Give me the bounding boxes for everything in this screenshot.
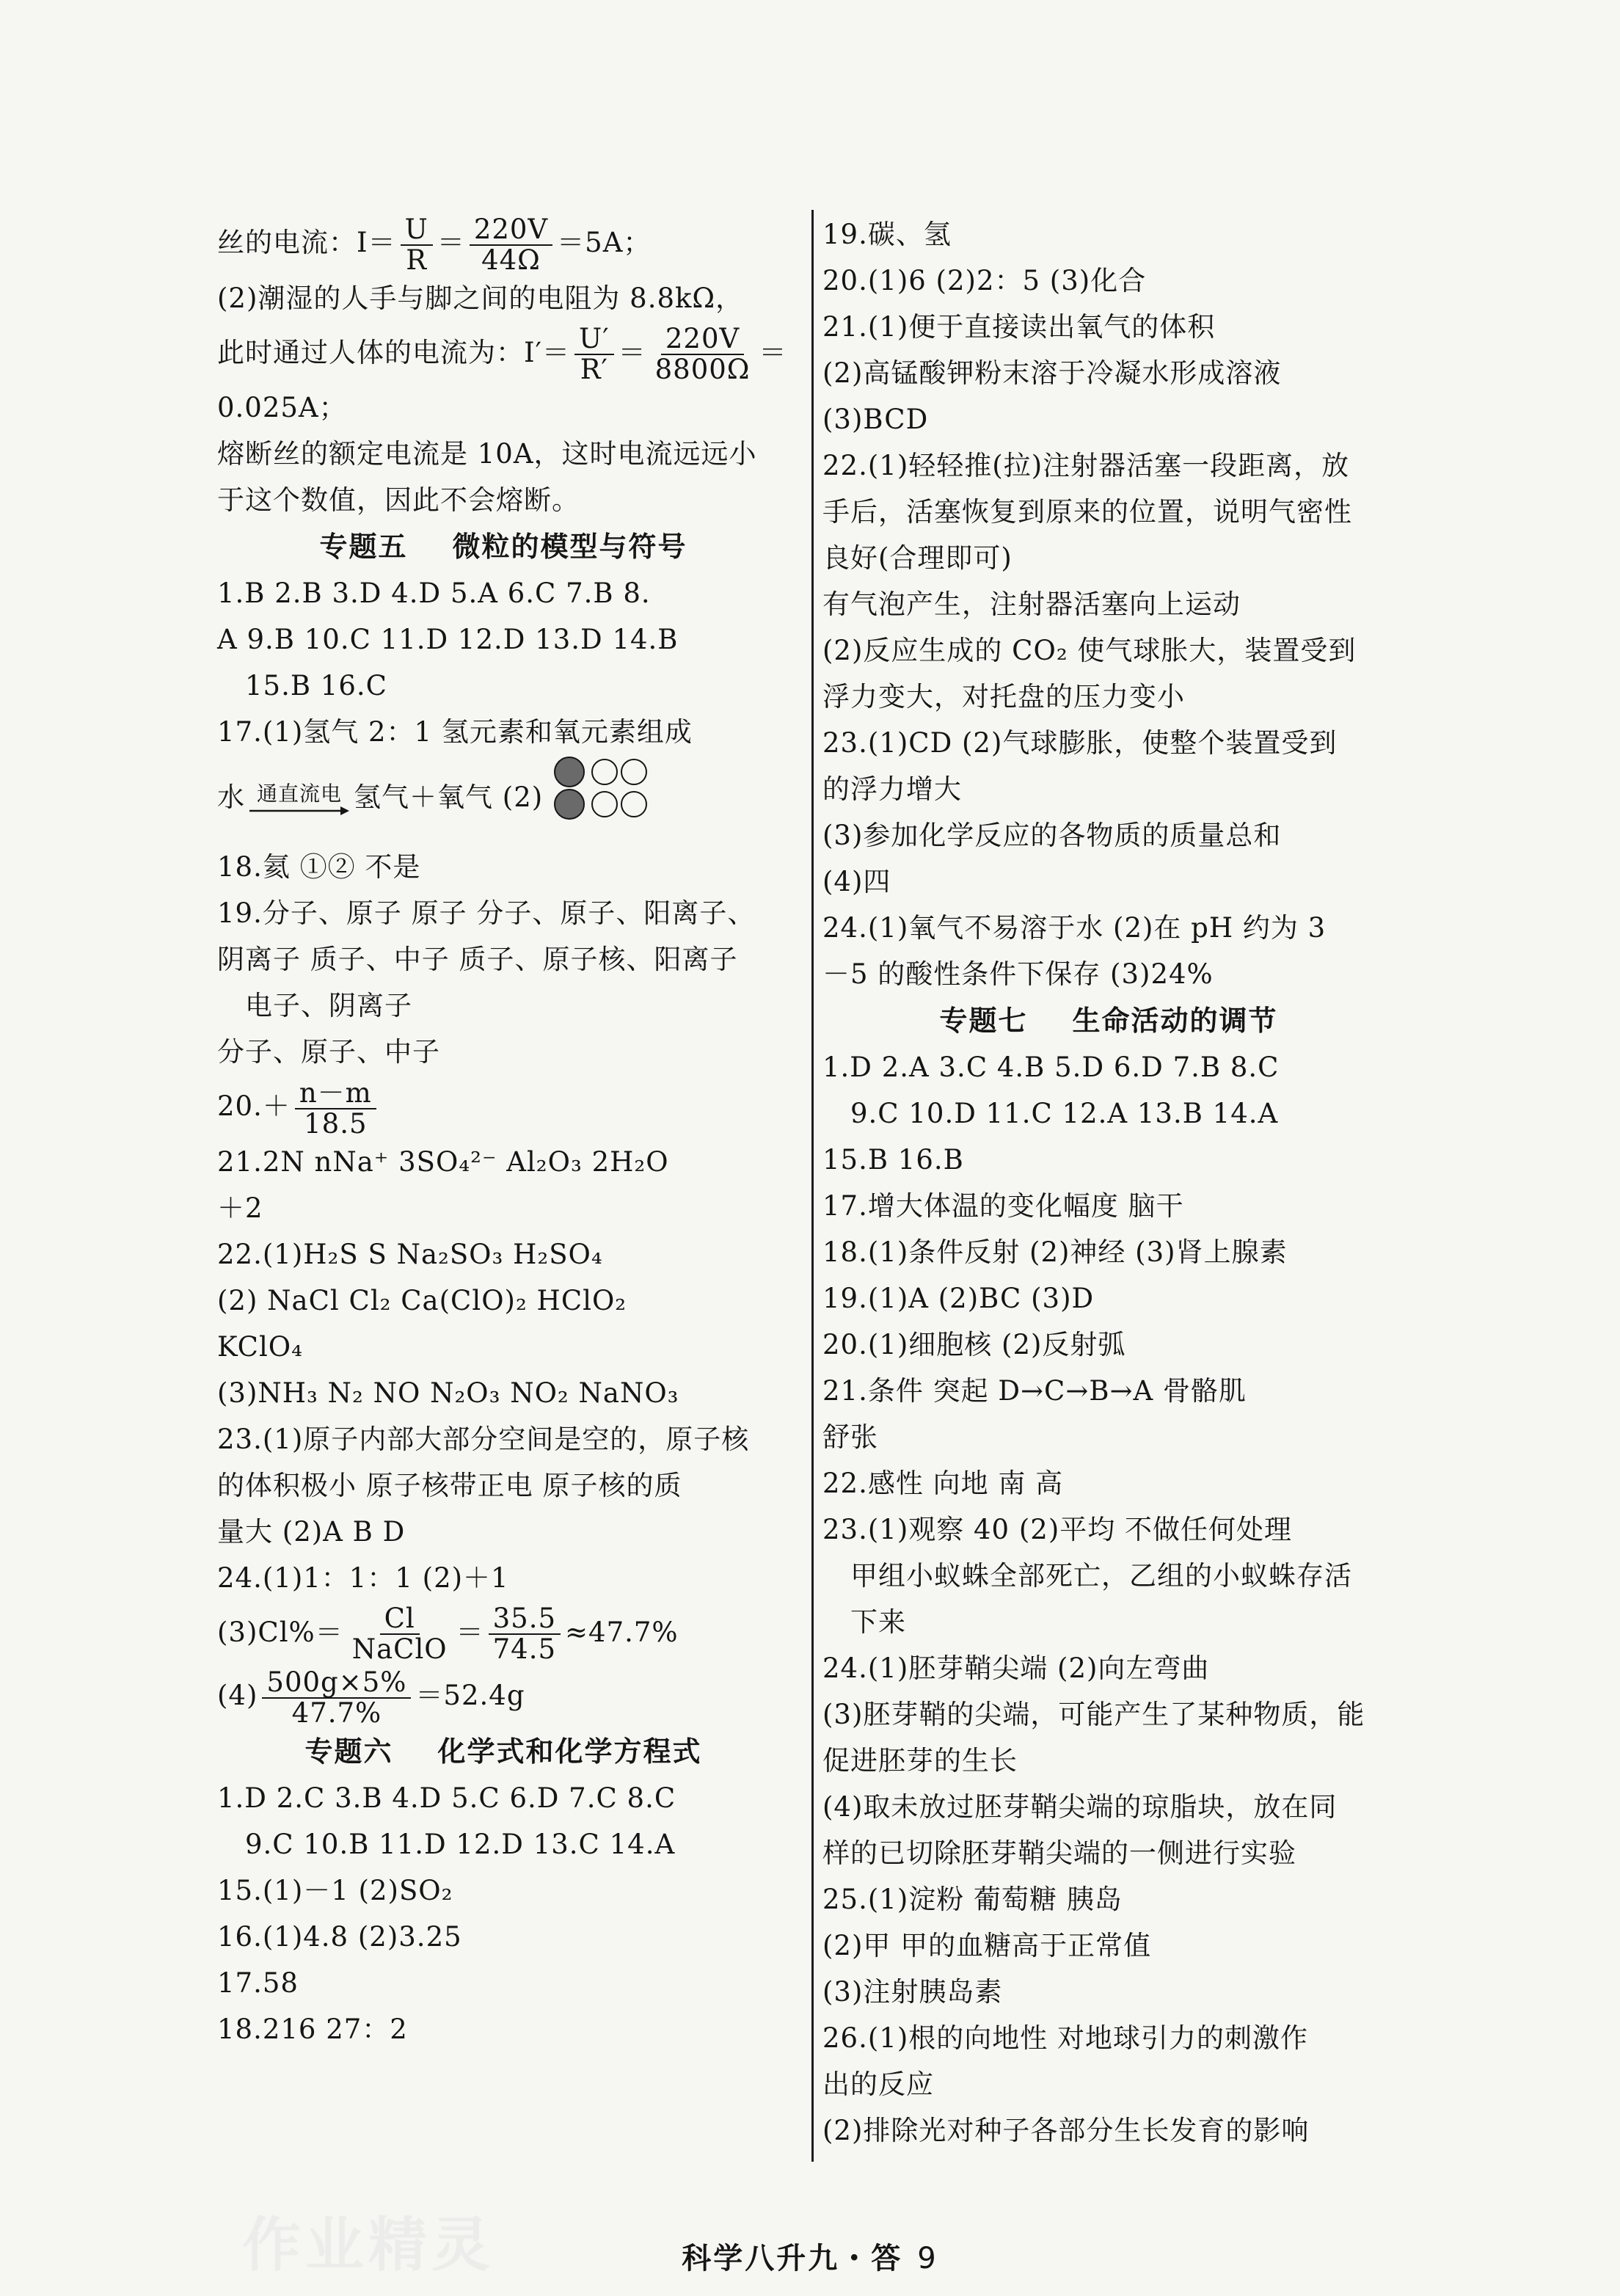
answer-line: (2)潮湿的人手与脚之间的电阻为 8.8kΩ， [217, 282, 744, 314]
answer-line: 1.D 2.C 3.B 4.D 5.C 6.D 7.C 8.C [217, 1782, 676, 1814]
answer-line: 19.碳、氢 [822, 219, 952, 250]
answer-line: 样的已切除胚芽鞘尖端的一侧进行实验 [822, 1837, 1296, 1869]
fraction: $\frac{35.5}{74.5}$ [489, 1604, 561, 1664]
answer-line: 22.(1)H₂S S Na₂SO₃ H₂SO₄ [217, 1238, 603, 1270]
answer-line: (2)高锰酸钾粉末溶于冷凝水形成溶液 [822, 357, 1282, 389]
answer-line: 15.B 16.B [822, 1144, 964, 1176]
section-heading: 专题七 生命活动的调节 [939, 1005, 1278, 1037]
answer-line: (4)取未放过胚芽鞘尖端的琼脂块，放在同 [822, 1791, 1338, 1823]
answer-line: 24.(1)胚芽鞘尖端 (2)向左弯曲 [822, 1652, 1210, 1684]
answer-line: 23.(1)观察 40 (2)平均 不做任何处理 [822, 1514, 1293, 1545]
fraction: $\frac{500g\times 5\%}{47.7\%}$ [262, 1668, 411, 1728]
column-divider [811, 210, 814, 2162]
answer-line: 促进胚芽的生长 [822, 1745, 1018, 1776]
answer-line: (2)反应生成的 CO₂ 使气球胀大，装置受到 [822, 635, 1357, 666]
answer-line: 9.C 10.B 11.D 12.D 13.C 14.A [245, 1828, 676, 1860]
answer-line: 23.(1)CD (2)气球膨胀，使整个装置受到 [822, 727, 1338, 759]
fraction: $\frac{U}{R}$ [401, 215, 433, 275]
answer-line: (3)NH₃ N₂ NO N₂O₃ NO₂ NaNO₃ [217, 1377, 679, 1409]
answer-line: 手后，活塞恢复到原来的位置，说明气密性 [822, 496, 1352, 528]
answer-line: 良好(合理即可) [822, 542, 1012, 574]
fraction: $\frac{n-m}{18.5}$ [295, 1079, 376, 1139]
answer-line: 26.(1)根的向地性 对地球引力的刺激作 [822, 2022, 1309, 2054]
answer-line: (2)甲 甲的血糖高于正常值 [822, 1930, 1152, 1961]
fraction: $\frac{220V}{44\Omega}$ [470, 215, 552, 275]
answer-line: (3)BCD [822, 404, 929, 435]
answer-line: 20.(1)6 (2)2：5 (3)化合 [822, 265, 1147, 296]
answer-line: 丝的电流：I＝ $\frac{U}{R}$ ＝ $\frac{220V}{44\Omega}$ ＝5A； [217, 213, 652, 276]
answer-line: 量大 (2)A B D [217, 1515, 406, 1548]
answer-line: 有气泡产生，注射器活塞向上运动 [822, 588, 1241, 620]
answer-line: 24.(1)氧气不易溶于水 (2)在 pH 约为 3 [822, 912, 1327, 944]
watermark: 作业精灵 [242, 2211, 495, 2279]
answer-line: －5 的酸性条件下保存 (3)24% [822, 958, 1214, 990]
answer-line: 水 通直流电 氢气＋氧气 (2) [217, 755, 789, 844]
answer-line: 熔断丝的额定电流是 10A，这时电流远远小 [217, 438, 757, 470]
answer-line: (4) $\frac{500g\times 5\%}{47.7\%}$ ＝52.4g [217, 1666, 525, 1729]
answer-line: 19.(1)A (2)BC (3)D [822, 1283, 1095, 1314]
answer-line: KClO₄ [217, 1330, 303, 1363]
answer-line: (4)四 [822, 866, 891, 897]
reaction-arrow: 通直流电 [248, 783, 351, 817]
page-footer [0, 2235, 1620, 2277]
left-column [217, 211, 789, 2052]
answer-line: 浮力变大，对托盘的压力变小 [822, 681, 1185, 713]
answer-line: 16.(1)4.8 (2)3.25 [217, 1920, 462, 1953]
answer-line: 此时通过人体的电流为：I′＝ $\frac{U'}{R'}$ ＝ $\frac{220V}{8800\Omega}$ ＝ [217, 323, 787, 385]
fraction: $\frac{Cl}{\text{NaClO}}$ [351, 1603, 448, 1665]
answer-line: 25.(1)淀粉 葡萄糖 胰岛 [822, 1884, 1123, 1915]
answer-line: 23.(1)原子内部大部分空间是空的，原子核 [217, 1423, 750, 1455]
answer-line: 15.(1)－1 (2)SO₂ [217, 1874, 453, 1906]
answer-line: (2)排除光对种子各部分生长发育的影响 [822, 2115, 1310, 2146]
answer-line: (3)参加化学反应的各物质的质量总和 [822, 820, 1282, 851]
section-heading: 专题五 微粒的模型与符号 [319, 531, 687, 563]
answer-line: 0.025A； [217, 392, 347, 423]
fraction: $\frac{U'}{R'}$ [574, 324, 614, 385]
answer-line: 的体积极小 原子核带正电 原子核的质 [217, 1469, 682, 1501]
answer-line: 20.＋ $\frac{n-m}{18.5}$ [217, 1075, 789, 1139]
answer-line: (3)胚芽鞘的尖端，可能产生了某种物质，能 [822, 1699, 1365, 1730]
answer-line: 15.B 16.C [245, 670, 387, 701]
answer-line: 21.(1)便于直接读出氧气的体积 [822, 311, 1216, 343]
answer-line: 17.58 [217, 1967, 299, 1999]
answer-line: 9.C 10.D 11.C 12.A 13.B 14.A [850, 1098, 1279, 1129]
answer-line: 19.分子、原子 原子 分子、原子、阳离子、 [217, 897, 756, 929]
answer-line: 22.感性 向地 南 高 [822, 1468, 1064, 1499]
right-column [822, 211, 1395, 2154]
answer-line: (3)Cl%＝ $\frac{Cl}{\text{NaClO}}$ ＝ $\frac{35.5}{74.5}$ ≈47.7% [217, 1603, 679, 1665]
answer-line: 阴离子 质子、中子 质子、原子核、阳离子 [217, 944, 738, 975]
answer-line: 18.氦 ①② 不是 [217, 851, 421, 883]
answer-line: 22.(1)轻轻推(拉)注射器活塞一段距离，放 [822, 450, 1350, 481]
answer-line: 1.B 2.B 3.D 4.D 5.A 6.C 7.B 8. [217, 577, 651, 609]
answer-line: (3)注射胰岛素 [822, 1976, 1003, 2008]
answer-line: 的浮力增大 [822, 773, 962, 805]
footer-title: 科学八升九・答 [682, 2242, 903, 2275]
answer-line: 于这个数值，因此不会熔断。 [217, 484, 580, 516]
answer-line: 21.条件 突起 D→C→B→A 骨骼肌 [822, 1375, 1247, 1407]
answer-line: (2) NaCl Cl₂ Ca(ClO)₂ HClO₂ [217, 1284, 627, 1316]
answer-line: 甲组小蚁蛛全部死亡，乙组的小蚁蛛存活 [850, 1560, 1352, 1592]
section-heading: 专题六 化学式和化学方程式 [304, 1735, 702, 1768]
answer-line: 20.(1)细胞核 (2)反射弧 [822, 1329, 1126, 1360]
answer-line: 21.2N nNa⁺ 3SO₄²⁻ Al₂O₃ 2H₂O [217, 1145, 669, 1178]
answer-line: 舒张 [822, 1421, 878, 1453]
answer-line: 出的反应 [822, 2069, 934, 2100]
answer-line: 24.(1)1：1：1 (2)＋1 [217, 1561, 509, 1594]
answer-line: 下来 [850, 1606, 906, 1638]
answer-line: 1.D 2.A 3.C 4.B 5.D 6.D 7.B 8.C [822, 1052, 1280, 1083]
answer-line: 电子、阴离子 [245, 990, 412, 1021]
answer-line: 17.增大体温的变化幅度 脑干 [822, 1190, 1184, 1222]
answer-line: 分子、原子、中子 [217, 1036, 440, 1068]
answer-line: 17.(1)氢气 2：1 氢元素和氧元素组成 [217, 716, 693, 748]
page-number: 9 [917, 2242, 938, 2275]
answer-line: 18.216 27：2 [217, 2013, 408, 2045]
answer-line: A 9.B 10.C 11.D 12.D 13.D 14.B [217, 624, 679, 655]
answer-line: 18.(1)条件反射 (2)神经 (3)肾上腺素 [822, 1236, 1288, 1268]
fraction: $\frac{220V}{8800\Omega}$ [654, 323, 751, 385]
answer-line: ＋2 [217, 1192, 263, 1224]
molecule-model-icon [553, 755, 656, 844]
